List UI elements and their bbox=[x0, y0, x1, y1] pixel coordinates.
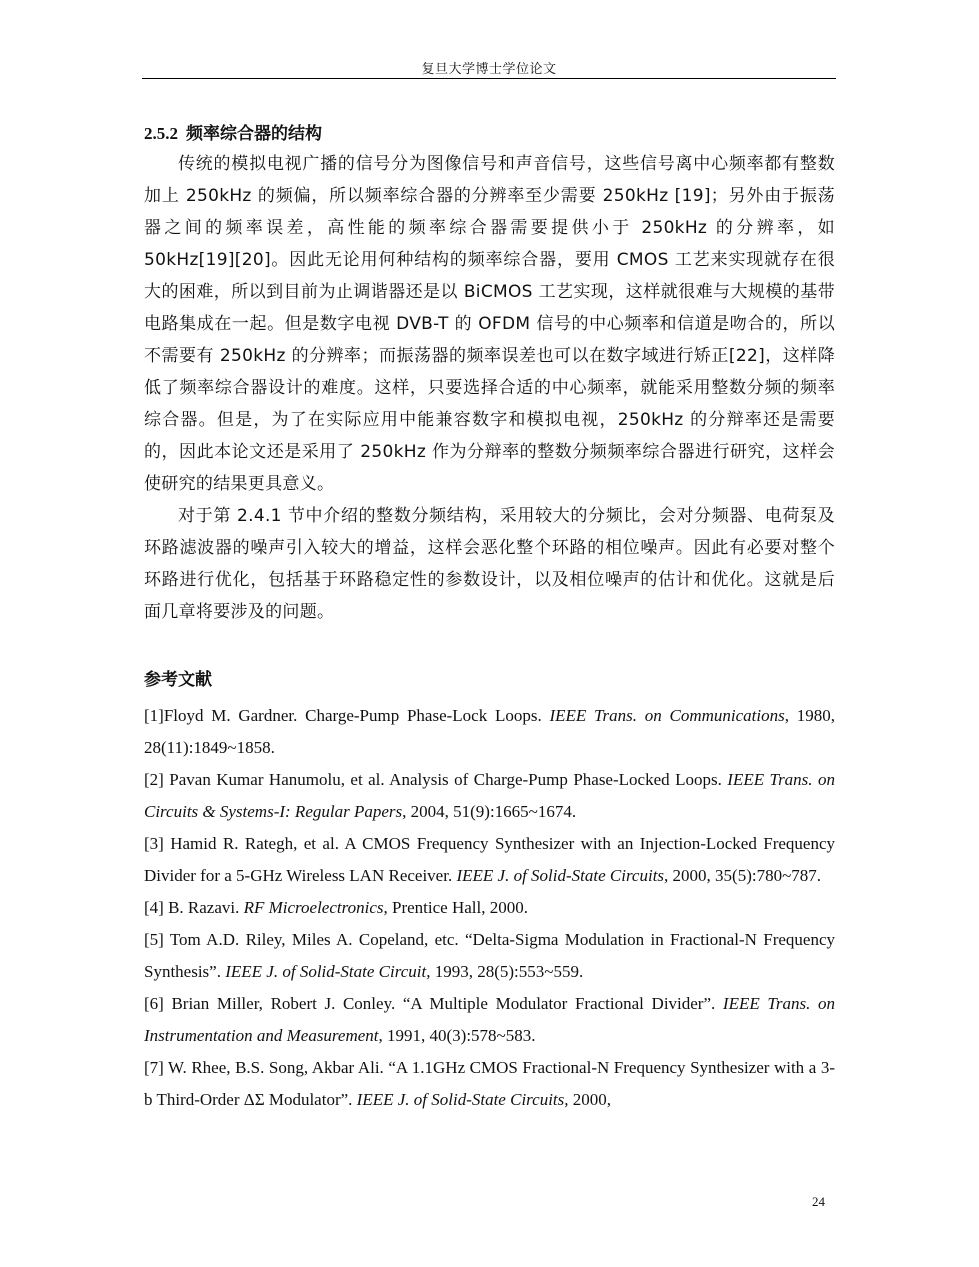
reference-item-6: [6] Brian Miller, Robert J. Conley. “A Multiple Modulator Fractional Divider”. IEEE Trans. on Instrumentation and Measurement, 1991, 40(3):578~583. bbox=[144, 994, 835, 1045]
reference-journal: IEEE J. of Solid-State Circuits bbox=[456, 866, 665, 885]
reference-item-4: [4] B. Razavi. RF Microelectronics, Prentice Hall, 2000. bbox=[144, 898, 528, 917]
references-heading: 参考文献 bbox=[144, 670, 212, 690]
reference-item-7: [7] W. Rhee, B.S. Song, Akbar Ali. “A 1.1GHz CMOS Fractional-N Frequency Synthesizer with a 3-b Third-Order ΔΣ Modulator”. IEEE J. of Solid-State Circuits, 2000, bbox=[144, 1058, 835, 1109]
header-rule bbox=[142, 78, 836, 79]
body-paragraph-2: 对于第 2.4.1 节中介绍的整数分频结构，采用较大的分频比，会对分频器、电荷泵及环路滤波器的噪声引入较大的增益，这样会恶化整个环路的相位噪声。因此有必要对整个环路进行优化，包括基于环路稳定性的参数设计，以及相位噪声的估计和优化。这就是后面几章将要涉及的问题。 bbox=[144, 506, 835, 622]
running-header: 复旦大学博士学位论文 bbox=[421, 61, 557, 76]
reference-journal: IEEE Trans. on Circuits & Systems-I: Regular Papers bbox=[144, 770, 836, 821]
reference-item-2: [2] Pavan Kumar Hanumolu, et al. Analysis of Charge-Pump Phase-Locked Loops. IEEE Trans. on Circuits & Systems-I: Regular Papers, 2004, 51(9):1665~1674. bbox=[144, 770, 836, 821]
reference-journal: IEEE J. of Solid-State Circuits, bbox=[356, 1090, 569, 1109]
reference-item-5: [5] Tom A.D. Riley, Miles A. Copeland, etc. “Delta-Sigma Modulation in Fractional-N Frequency Synthesis”. IEEE J. of Solid-State Circuit, 1993, 28(5):553~559. bbox=[144, 930, 835, 981]
reference-journal: IEEE Trans. on Instrumentation and Measurement bbox=[144, 994, 835, 1045]
page-body bbox=[144, 120, 835, 1116]
reference-journal: RF Microelectronics bbox=[243, 898, 384, 917]
reference-list bbox=[144, 700, 835, 1116]
section-title: 频率综合器的结构 bbox=[186, 124, 322, 144]
body-paragraph-1: 传统的模拟电视广播的信号分为图像信号和声音信号，这些信号离中心频率都有整数加上 250kHz 的频偏，所以频率综合器的分辨率至少需要 250kHz [19]；另外由于振荡器之间的频率误差，高性能的频率综合器需要提供小于 250kHz 的分辨率，如 50kHz[19][20]。因此无论用何种结构的频率综合器，要用 CMOS 工艺来实现就存在很大的困难，所以到目前为止调谐器还是以 BiCMOS 工艺实现，这样就很难与大规模的基带电路集成在一起。但是数字电视 DVB-T 的 OFDM 信号的中心频率和信道是吻合的，所以不需要有 250kHz 的分辨率；而振荡器的频率误差也可以在数字域进行矫正[22]，这样降低了频率综合器设计的难度。这样，只要选择合适的中心频率，就能采用整数分频的频率综合器。但是，为了在实际应用中能兼容数字和模拟电视，250kHz 的分辩率还是需要的，因此本论文还是采用了 250kHz 作为分辩率的整数分频频率综合器进行研究，这样会使研究的结果更具意义。 bbox=[144, 154, 835, 494]
reference-journal: IEEE Trans. on Communications bbox=[549, 706, 785, 725]
section-number: 2.5.2 bbox=[144, 124, 178, 143]
reference-item-1: [1]Floyd M. Gardner. Charge-Pump Phase-Lock Loops. IEEE Trans. on Communications, 1980, 28(11):1849~1858. bbox=[144, 706, 835, 757]
page-number: 24 bbox=[812, 1194, 825, 1209]
section-heading bbox=[144, 120, 835, 148]
reference-item-3: [3] Hamid R. Rategh, et al. A CMOS Frequency Synthesizer with an Injection-Locked Frequency Divider for a 5-GHz Wireless LAN Receiver. IEEE J. of Solid-State Circuits, 2000, 35(5):780~787. bbox=[144, 834, 835, 885]
reference-journal: IEEE J. of Solid-State Circuit, bbox=[225, 962, 431, 981]
